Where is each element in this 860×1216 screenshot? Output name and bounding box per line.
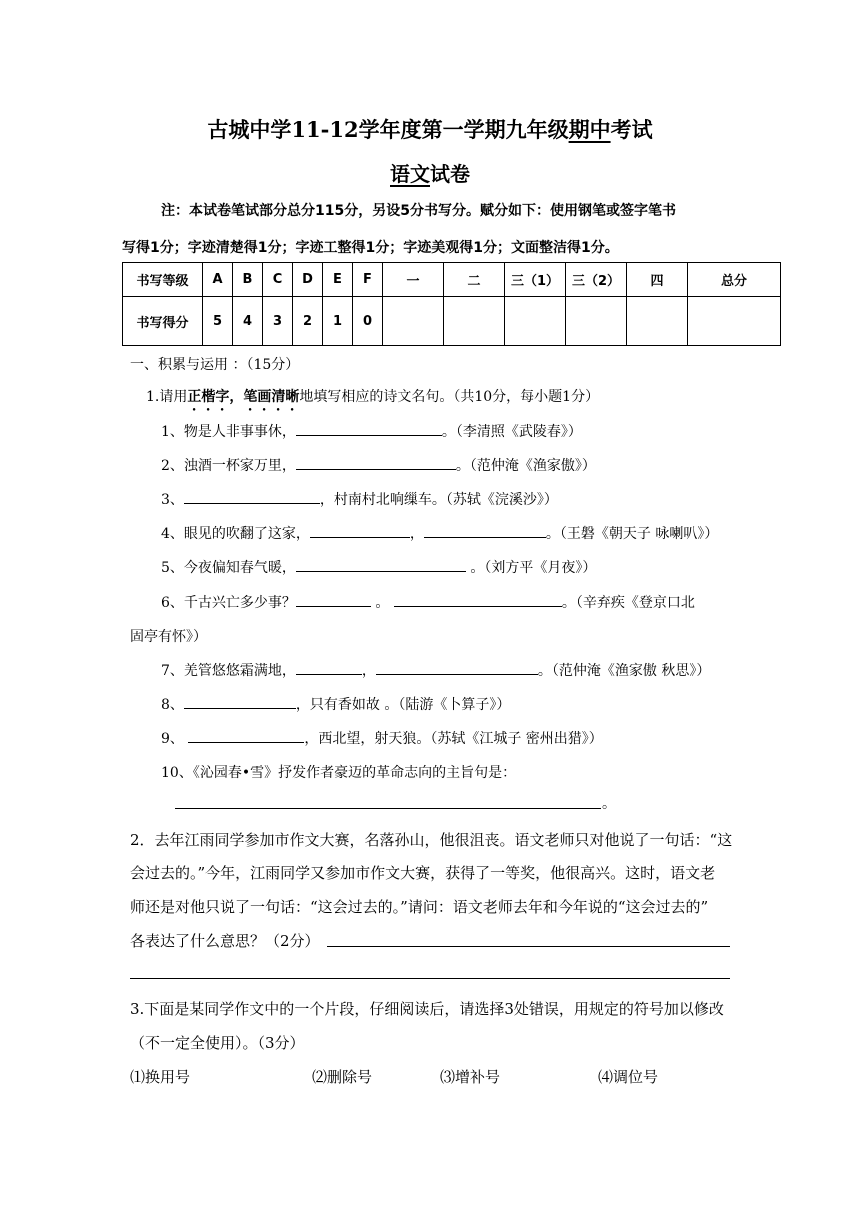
title-main: 古城中学11-12学年度第一学期九年级	[207, 117, 569, 142]
item-text: 1、物是人非事事休，	[161, 424, 296, 440]
q1-emphasis: 正楷字，笔画清晰	[187, 389, 300, 405]
answer-blank[interactable]	[184, 489, 320, 504]
q2-answer-line-1[interactable]	[327, 946, 730, 947]
item-text: 9、	[161, 731, 189, 747]
item-source: ，西北望，射天狼。（苏轼《江城子 密州出猎》）	[304, 731, 603, 747]
q3-option-4: ⑷调位号	[598, 1068, 659, 1086]
item-9	[161, 728, 603, 748]
item-text: 7、羌管悠悠霜满地，	[161, 663, 296, 679]
item-text: ，	[409, 526, 424, 542]
item-7	[161, 660, 710, 680]
score-entry-cell[interactable]	[627, 297, 688, 346]
section-1-heading: 一、积累与运用 ：（15分）	[130, 357, 300, 373]
table-cell: 0	[353, 297, 383, 346]
title-underlined: 期中	[568, 117, 611, 142]
item-text: 5、今夜偏知春气暖，	[161, 560, 296, 576]
item-text: 6、千古兴亡多少事？	[161, 595, 296, 611]
item-10-end: 。	[602, 796, 616, 812]
score-entry-cell[interactable]	[688, 297, 781, 346]
note-line-1: 注：本试卷笔试部分总分115分，另设5分书写分。赋分如下：使用钢笔或签字笔书	[161, 203, 676, 219]
item-text: 2、浊酒一杯家万里，	[161, 458, 296, 474]
item-text: 。	[370, 595, 394, 611]
item-source: ，村南村北响缫车。（苏轼《浣溪沙》）	[319, 492, 558, 508]
q3-line-1: 3.下面是某同学作文中的一个片段，仔细阅读后，请选择3处错误，用规定的符号加以修改	[130, 1000, 724, 1018]
item-source: 。（李清照《武陵春》）	[441, 424, 582, 440]
exam-subtitle	[0, 158, 860, 187]
item-1	[161, 421, 582, 441]
q3-line-2: （不一定全使用）。（3分）	[130, 1034, 305, 1052]
table-row-grades	[123, 263, 781, 297]
answer-blank[interactable]	[376, 660, 538, 675]
item-source: 。（辛弃疾《登京口北	[561, 595, 695, 611]
item-5	[161, 557, 596, 577]
q2-answer-line-2[interactable]	[130, 978, 730, 979]
question-1-prompt	[146, 386, 599, 414]
subtitle-end: 试卷	[430, 162, 470, 186]
answer-blank[interactable]	[424, 523, 546, 538]
item-3	[161, 489, 558, 509]
score-entry-cell[interactable]	[566, 297, 627, 346]
item-text: 8、	[161, 697, 184, 713]
table-cell: 一	[383, 263, 444, 297]
table-cell: 1	[323, 297, 353, 346]
answer-blank[interactable]	[296, 455, 456, 470]
answer-blank[interactable]	[296, 421, 442, 436]
table-cell: 3	[263, 297, 293, 346]
answer-blank[interactable]	[296, 557, 466, 572]
answer-blank[interactable]	[310, 523, 410, 538]
table-cell: 总分	[688, 263, 781, 297]
answer-blank[interactable]	[188, 728, 304, 743]
q3-option-3: ⑶增补号	[440, 1068, 501, 1086]
score-entry-cell[interactable]	[505, 297, 566, 346]
item-source: 。（范仲淹《渔家傲 秋思》）	[537, 663, 711, 679]
answer-line-item-10[interactable]	[175, 808, 601, 809]
item-10: 10、《沁园春•雪》抒发作者豪迈的革命志向的主旨句是：	[161, 765, 517, 781]
table-cell: 三（2）	[566, 263, 627, 297]
q2-line-4: 各表达了什么意思？（2分）	[130, 932, 320, 950]
subtitle-underlined: 语文	[390, 162, 430, 186]
item-4	[161, 523, 718, 543]
table-cell: B	[233, 263, 263, 297]
item-source: 。（刘方平《月夜》）	[465, 560, 597, 576]
table-cell: 4	[233, 297, 263, 346]
exam-title	[0, 114, 860, 144]
note-line-2: 写得1分；字迹清楚得1分；字迹工整得1分；字迹美观得1分；文面整洁得1分。	[122, 240, 619, 256]
item-2	[161, 455, 596, 475]
item-source: 。（王磐《朝天子 咏喇叭》）	[545, 526, 719, 542]
answer-blank[interactable]	[296, 592, 371, 607]
answer-blank[interactable]	[296, 660, 362, 675]
item-6-continuation: 固亭有怀》）	[130, 629, 207, 645]
item-text: 4、眼见的吹翻了这家，	[161, 526, 310, 542]
q1-post: 地填写相应的诗文名句。（共10分，每小题1分）	[299, 389, 600, 405]
q2-line-3: 师还是对他只说了一句话：“这会过去的。”请问：语文老师去年和今年说的“这会过去的”	[130, 898, 709, 916]
table-cell: 书写等级	[123, 263, 203, 297]
q2-line-2: 会过去的。”今年，江雨同学又参加市作文大赛，获得了一等奖，他很高兴。这时，语文老	[130, 864, 716, 882]
answer-blank[interactable]	[184, 694, 296, 709]
item-source: 。（范仲淹《渔家傲》）	[455, 458, 596, 474]
table-cell: 书写得分	[123, 297, 203, 346]
table-cell: 二	[444, 263, 505, 297]
q3-option-2: ⑵删除号	[312, 1068, 373, 1086]
q1-pre: 1.请用	[146, 389, 188, 405]
table-cell: F	[353, 263, 383, 297]
item-source: ，只有香如故 。（陆游《卜算子》）	[295, 697, 511, 713]
writing-score-table	[122, 262, 781, 346]
item-text: ，	[361, 663, 376, 679]
item-text: 3、	[161, 492, 184, 508]
table-cell: A	[203, 263, 233, 297]
table-cell: 三（1）	[505, 263, 566, 297]
score-entry-cell[interactable]	[383, 297, 444, 346]
table-cell: 2	[293, 297, 323, 346]
title-end: 考试	[610, 117, 653, 142]
answer-blank[interactable]	[394, 592, 562, 607]
item-8	[161, 694, 510, 714]
q3-option-1: ⑴换用号	[130, 1068, 191, 1086]
table-cell: 5	[203, 297, 233, 346]
q2-line-1: 2．去年江雨同学参加市作文大赛，名落孙山，他很沮丧。语文老师只对他说了一句话：“这	[130, 831, 733, 849]
table-cell: C	[263, 263, 293, 297]
table-row-scores	[123, 297, 781, 346]
table-cell: E	[323, 263, 353, 297]
table-cell: 四	[627, 263, 688, 297]
score-entry-cell[interactable]	[444, 297, 505, 346]
table-cell: D	[293, 263, 323, 297]
item-6	[161, 592, 695, 612]
